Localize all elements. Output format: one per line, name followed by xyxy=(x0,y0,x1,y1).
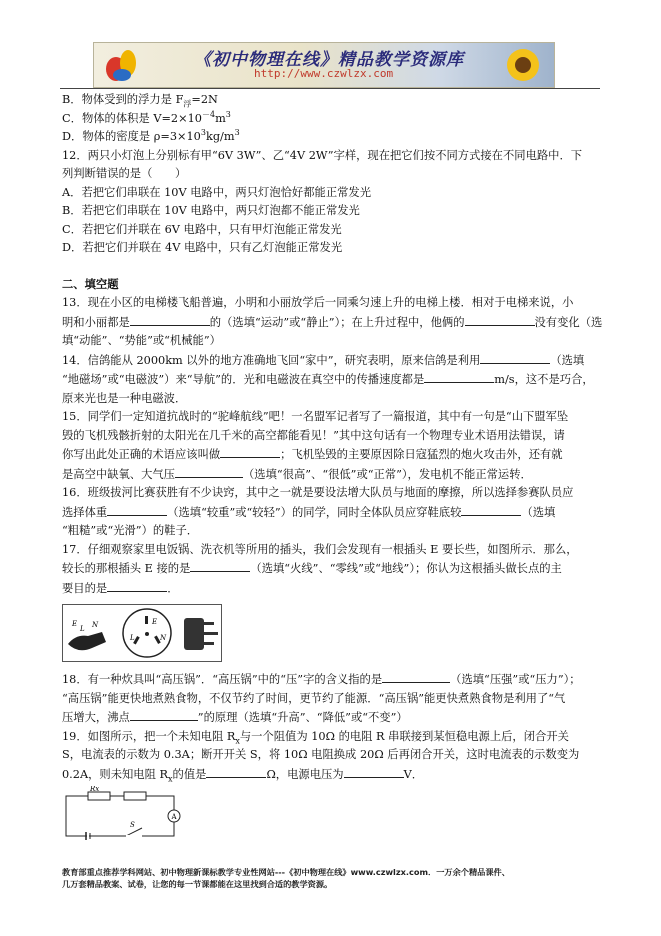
page-content xyxy=(62,91,602,846)
answer-blank[interactable] xyxy=(220,445,280,458)
q11-option-d: D．物体的密度是 $\rho=3\times 10^3kg/m^3$ xyxy=(62,128,240,143)
answer-blank[interactable] xyxy=(130,708,198,721)
q19-line-3: 0.2A，则未知电阻 $R_x$的值是 Ω，电源电压为 V． xyxy=(62,765,602,785)
site-logo-icon xyxy=(102,45,142,85)
answer-blank[interactable] xyxy=(175,465,243,478)
answer-blank[interactable] xyxy=(480,351,550,364)
q12-option-b: B．若把它们串联在 10V 电路中，两只灯泡都不能正常发光 xyxy=(62,204,360,217)
fig1-label-e: E xyxy=(72,620,78,628)
fig2-label-rx: Rx xyxy=(90,786,100,793)
answer-blank[interactable] xyxy=(206,765,266,778)
q15-line-3: 你写出此处正确的术语应该叫做 ；飞机坠毁的主要原因除日寇猛烈的炮火攻击外，还有就 xyxy=(62,445,602,465)
site-banner xyxy=(93,42,555,88)
fig1-label-n: N xyxy=(92,621,99,629)
q17-line-3: 要目的是 ． xyxy=(62,579,602,599)
q19-line-2: S，电流表的示数为 0.3A；断开开关 S，将 10Ω 电阻换成 20Ω 后再闭合开关，这时电流表的示数变为 xyxy=(62,748,580,761)
fig1-label-l2: L xyxy=(130,634,135,642)
fig2-label-s: S xyxy=(130,821,135,829)
q16-line-2: 选择体重 （选填“较重”或“较轻”）的同学，同时全体队员应穿鞋底较 （选填 xyxy=(62,503,602,523)
fig1-label-l: L xyxy=(80,625,85,633)
q15-line-4: 是高空中缺氧、大气压 （选填“很高”、“很低”或“正常”），发电机不能正常运转． xyxy=(62,465,602,485)
page-footer xyxy=(62,866,602,890)
section-title: 二、填空题 xyxy=(62,277,119,291)
fig1-label-e2: E xyxy=(152,618,158,626)
q19-line-1: 19．如图所示，把一个未知电阻 $R_x$与一个阻值为 10Ω 的电阻 R 串联接到某恒稳电源上后，闭合开关 xyxy=(62,729,569,745)
q12-stem-1: 12．两只小灯泡上分别标有甲“6V 3W”、乙“4V 2W”字样，现在把它们按不同方式接在不同电路中．下 xyxy=(62,148,583,162)
q11-option-c: C．物体的体积是 $V=2\times 10^{-4}m^3$ xyxy=(62,109,231,125)
banner-title: 《初中物理在线》精品教学资源库 xyxy=(194,50,464,70)
sunflower-icon xyxy=(498,45,548,85)
answer-blank[interactable] xyxy=(107,579,167,592)
q16-line-3: “粗糙”或“光滑”）的鞋子． xyxy=(62,524,199,537)
q17-line-1: 17．仔细观察家里电饭锅、洗衣机等所用的插头，我们会发现有一根插头 E 要长些，如图所示．那么， xyxy=(62,542,578,556)
answer-blank[interactable] xyxy=(465,313,535,326)
plug-figure xyxy=(62,604,222,662)
q12-option-d: D．若把它们并联在 4V 电路中，只有乙灯泡能正常发光 xyxy=(62,241,343,254)
q18-line-2: “高压锅”能更快地煮熟食物，不仅节约了时间，更节约了能源．“高压锅”能更快煮熟食物是利用了“气 xyxy=(62,691,566,705)
footer-line-2: 几万套精品教案、试卷，让您的每一节课都能在这里找到合适的教学资源。 xyxy=(62,879,333,889)
answer-blank[interactable] xyxy=(190,559,250,572)
q12-option-c: C．若把它们并联在 6V 电路中，只有甲灯泡能正常发光 xyxy=(62,222,342,236)
circuit-figure xyxy=(62,786,182,842)
answer-blank[interactable] xyxy=(424,370,494,383)
q14-line-3: 原来光也是一种电磁波． xyxy=(62,391,187,405)
answer-blank[interactable] xyxy=(107,503,167,516)
answer-blank[interactable] xyxy=(461,503,521,516)
q17-line-2: 较长的那根插头 E 接的是 （选填“火线”、“零线”或“地线”）；你认为这根插头做长点的主 xyxy=(62,559,602,579)
q16-line-1: 16．班级拔河比赛获胜有不少诀窍，其中之一就是要设法增大队员与地面的摩擦，所以选择参赛队员应 xyxy=(62,486,574,499)
header-rule xyxy=(60,88,600,89)
fig2-label-a: A xyxy=(171,813,177,821)
q15-line-1: 15．同学们一定知道抗战时的“驼峰航线”吧！一名盟军记者写了一篇报道，其中有一句是“山下盟军坠 xyxy=(62,410,569,423)
q14-line-2: “地磁场”或“电磁波”）来“导航”的．光和电磁波在真空中的传播速度都是 m/s，这不是巧合， xyxy=(62,370,602,390)
answer-blank[interactable] xyxy=(382,670,450,683)
q18-line-1: 18．有一种炊具叫“高压锅”．“高压锅”中的“压”字的含义指的是 （选填“压强”或“压力”）； xyxy=(62,670,602,690)
banner-url[interactable]: http://www.czwlzx.com xyxy=(254,67,394,80)
q13-line-3: 填“动能”、“势能”或“机械能”） xyxy=(62,334,221,347)
q12-stem-2: 列判断错误的是（ ） xyxy=(62,167,187,180)
q11-option-b: B．物体受到的浮力是 $F_浮=2N$ xyxy=(62,93,218,109)
q15-line-2: 毁的飞机残骸折射的太阳光在几千米的高空都能看见！”其中这句话有一个物理专业术语用法错误，请 xyxy=(62,428,565,442)
q14-line-1: 14．信鸽能从 2000km 以外的地方准确地飞回“家中”，研究表明，原来信鸽是利用 （选填 xyxy=(62,351,602,371)
q18-line-3: 压增大，沸点 ”的原理（选填“升高”、“降低”或“不变”） xyxy=(62,708,602,728)
q12-option-a: A．若把它们串联在 10V 电路中，两只灯泡恰好都能正常发光 xyxy=(62,185,372,199)
answer-blank[interactable] xyxy=(344,765,404,778)
footer-line-1: 教育部重点推荐学科网站、初中物理新课标教学专业性网站---《初中物理在线》www.czwlzx.com．一万余个精品课件、 xyxy=(62,867,510,877)
q13-line-2: 明和小丽都是 的（选填“运动”或“静止”）；在上升过程中，他俩的 没有变化（选 xyxy=(62,313,602,333)
fig1-label-n2: N xyxy=(160,634,167,642)
answer-blank[interactable] xyxy=(130,313,210,326)
q13-line-1: 13．现在小区的电梯楼飞船普遍，小明和小丽放学后一同乘匀速上升的电梯上楼．相对于电梯来说，小 xyxy=(62,296,574,309)
